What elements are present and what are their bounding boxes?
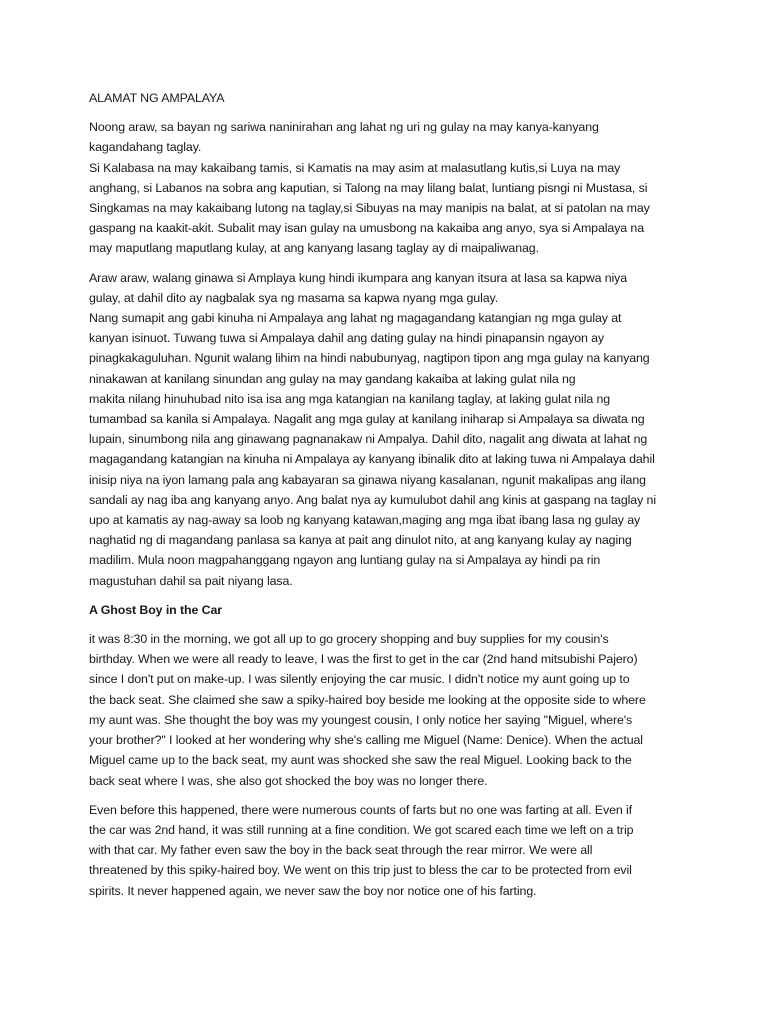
- text-line: back seat where I was, she also got shocked the boy was no longer there.: [89, 773, 488, 788]
- text-line: Even before this happened, there were numerous counts of farts but no one was farting at all. Even if: [89, 802, 632, 817]
- text-line: kagandahang taglay.: [89, 140, 202, 155]
- document-page: [89, 88, 729, 910]
- text-line: sandali ay nag iba ang kanyang anyo. Ang balat nya ay kumulubot dahil ang kinis at gaspang na taglay ni: [89, 492, 656, 507]
- story-title-ghost-boy: A Ghost Boy in the Car: [89, 602, 222, 617]
- text-line: the car was 2nd hand, it was still running at a fine condition. We got scared each time we left on a trip: [89, 822, 634, 837]
- text-line: gaspang na kaakit-akit. Subalit may isan gulay na umusbong na kakaiba ang anyo, sya si Ampalaya na: [89, 221, 645, 236]
- text-line: the back seat. She claimed she saw a spiky-haired boy beside me looking at the opposite side to where: [89, 692, 646, 707]
- text-line: Nang sumapit ang gabi kinuha ni Ampalaya ang lahat ng magagandang katangian ng mga gulay at: [89, 311, 622, 326]
- text-line: magagandang katangian na kinuha ni Ampalaya ay kanyang ibinalik dito at laking tuwa ni Ampalaya dahil: [89, 452, 655, 467]
- text-line: it was 8:30 in the morning, we got all up to go grocery shopping and buy supplies for my cousin's: [89, 632, 609, 647]
- text-line: with that car. My father even saw the boy in the back seat through the rear mirror. We were all: [89, 843, 593, 858]
- text-line: spirits. It never happened again, we never saw the boy nor notice one of his farting.: [89, 883, 537, 898]
- text-line: pinagkakaguluhan. Ngunit walang lihim na hindi nabubunyag, nagtipon tipon ang mga gulay na kanyang: [89, 351, 650, 366]
- text-line: inisip niya na iyon lamang pala ang kabayaran sa ginawa niyang kasalanan, ngunit makalipas ang ilang: [89, 472, 646, 487]
- story-title-alamat: ALAMAT NG AMPALAYA: [89, 91, 225, 105]
- text-line: gulay, at dahil dito ay nagbalak sya ng masama sa kapwa nyang mga gulay.: [89, 290, 499, 305]
- paragraph: [89, 800, 729, 901]
- text-line: upo at kamatis ay nag-away sa loob ng kanyang katawan,maging ang mga ibat ibang lasa ng gulay ay: [89, 513, 641, 528]
- text-line: kanyan isinuot. Tuwang tuwa si Ampalaya dahil ang dating gulay na hindi pinapansin ngayon ay: [89, 331, 605, 346]
- text-line: may maputlang maputlang kulay, at ang kanyang lasang taglay ay di maipaliwanag.: [89, 241, 539, 256]
- text-line: anghang, si Labanos na sobra ang kaputian, si Talong na may lilang balat, luntiang pisngi ni Mustasa, si: [89, 180, 648, 195]
- text-line: my aunt was. She thought the boy was my youngest cousin, I only notice her saying "Miguel, where's: [89, 712, 633, 727]
- text-line: Araw araw, walang ginawa si Amplaya kung hindi ikumpara ang kanyan itsura at lasa sa kapwa niya: [89, 270, 628, 285]
- text-line: your brother?" I looked at her wondering why she's calling me Miguel (Name: Denice). When the actual: [89, 733, 643, 748]
- text-line: since I don't put on make-up. I was silently enjoying the car music. I didn't notice my aunt going up to: [89, 672, 630, 687]
- text-line: Si Kalabasa na may kakaibang tamis, si Kamatis na may asim at malasutlang kutis,si Luya na may: [89, 160, 621, 175]
- text-line: Miguel came up to the back seat, my aunt was shocked she saw the real Miguel. Looking back to the: [89, 753, 632, 768]
- text-line: threatened by this spiky-haired boy. We went on this trip just to bless the car to be protected from evil: [89, 863, 632, 878]
- text-line: Noong araw, sa bayan ng sariwa naninirahan ang lahat ng uri ng gulay na may kanya-kanyang: [89, 120, 599, 135]
- text-line: birthday. When we were all ready to leave, I was the first to get in the car (2nd hand mitsubishi Pajero): [89, 652, 638, 667]
- paragraph: [89, 268, 729, 591]
- text-line: lupain, sinumbong nila ang ginawang pagnanakaw ni Ampalya. Dahil dito, nagalit ang diwata at lahat ng: [89, 432, 648, 447]
- text-line: ninakawan at kanilang sinundan ang gulay na may gandang kakaiba at laking gulat nila ng: [89, 371, 576, 386]
- paragraph: [89, 117, 729, 258]
- text-line: tumambad sa kanila si Ampalaya. Nagalit ang mga gulay at kanilang iniharap si Ampalaya sa diwata ng: [89, 412, 645, 427]
- text-line: naghatid ng di magandang panlasa sa kanya at pait ang dinulot nito, at ang kanyang kulay ay naging: [89, 533, 632, 548]
- paragraph: [89, 629, 729, 791]
- text-line: Singkamas na may kakaibang lutong na taglay,si Sibuyas na may manipis na balat, at si patolan na may: [89, 201, 650, 216]
- text-line: magustuhan dahil sa pait niyang lasa.: [89, 573, 293, 588]
- text-line: madilim. Mula noon magpahanggang ngayon ang luntiang gulay na si Ampalaya ay hindi pa rin: [89, 553, 601, 568]
- text-line: makita nilang hinuhubad nito isa isa ang mga katangian na kanilang taglay, at laking gulat nila ng: [89, 391, 611, 406]
